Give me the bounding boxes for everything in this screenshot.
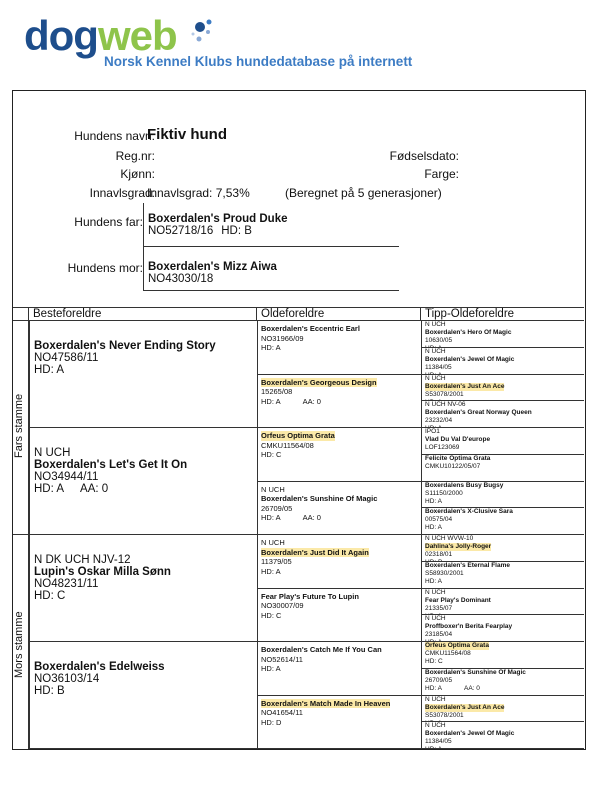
great-great-grandparent-cell[interactable]: [421, 375, 584, 402]
dog-name[interactable]: Fear Play's Dominant: [425, 596, 491, 604]
dog-name[interactable]: Boxerdalen's Georgeous Design: [261, 377, 377, 387]
dog-hd: HD: A: [34, 364, 65, 377]
dog-reg: NO52614/11: [261, 654, 303, 664]
header-spacer: [13, 307, 29, 321]
health-row: [261, 611, 418, 621]
dog-title: N UCH WVW-10: [425, 535, 474, 542]
dog-title: IPO1: [425, 428, 440, 435]
dog-name[interactable]: Orfeus Optima Grata: [261, 431, 335, 440]
dog-reg: CMKU11564/08: [261, 440, 314, 450]
great-great-grandparent-cell[interactable]: [421, 508, 584, 535]
fars-stamme-side: [13, 321, 29, 535]
father-hd: HD: B: [221, 225, 252, 237]
dog-hd: HD: A: [261, 396, 281, 406]
dogweb-logo: [24, 14, 444, 74]
dog-reg: 23232/04: [425, 417, 453, 425]
pedigree-document: [12, 90, 586, 750]
great-grandparent-cell[interactable]: [257, 482, 421, 536]
dog-hd: HD: C: [261, 450, 282, 459]
dog-reg: 11379/05: [261, 557, 292, 566]
dog-hd: HD: A: [261, 513, 281, 522]
inbreeding-label: Innavlsgrad:: [89, 186, 155, 200]
health-row: [261, 567, 418, 577]
logo-subtitle: Norsk Kennel Klubs hundedatabase på internett: [104, 54, 413, 69]
dog-title: N UCH: [34, 447, 71, 460]
great-great-grandparent-cell[interactable]: [421, 562, 584, 589]
dog-name[interactable]: Vlad Du Val D'europe: [425, 436, 491, 443]
dog-name[interactable]: Boxerdalen's Sunshine Of Magic: [261, 494, 378, 503]
dog-hd: HD: A: [261, 566, 281, 576]
reg-label: Reg.nr:: [115, 149, 155, 163]
great-grandparent-cell[interactable]: [257, 428, 421, 482]
gender-label: Kjønn:: [120, 167, 155, 181]
mother-reg: NO43030/18: [148, 273, 214, 285]
dog-name[interactable]: Boxerdalen's Just An Ace: [425, 382, 505, 390]
dog-name[interactable]: Boxerdalen's Match Made In Heaven: [261, 698, 391, 708]
dog-reg: 11384/05: [425, 363, 452, 371]
dog-hd: HD: C: [34, 590, 66, 603]
mors-stamme-label: Mors stamme: [13, 611, 25, 679]
dog-reg: NO34944/11: [34, 471, 99, 484]
dog-title: N UCH: [425, 695, 446, 703]
health-row: [425, 685, 581, 693]
dog-reg: S53078/2001: [425, 711, 464, 719]
dog-hd: HD: D: [261, 717, 282, 727]
header-grandparents: Besteforeldre: [29, 307, 257, 321]
dog-name[interactable]: Boxerdalen's Just An Ace: [425, 703, 505, 711]
grandparent-cell[interactable]: [29, 535, 257, 642]
father-label: Hundens far:: [74, 215, 143, 229]
great-grandparent-cell[interactable]: [257, 589, 421, 643]
dog-reg: S53078/2001: [425, 390, 464, 398]
dog-name[interactable]: Boxerdalen's Let's Get It On: [34, 459, 188, 472]
dog-name[interactable]: Boxerdalen's Great Norway Queen: [425, 409, 532, 417]
father-name[interactable]: Boxerdalen's Proud Duke: [148, 213, 288, 225]
color-label: Farge:: [424, 167, 459, 181]
health-row: [34, 685, 253, 697]
dog-title: N DK UCH NJV-12: [34, 554, 131, 567]
great-great-grandparent-cell[interactable]: [421, 482, 584, 509]
great-grandparent-cell[interactable]: [257, 696, 421, 750]
dog-name[interactable]: Boxerdalen's Hero Of Magic: [425, 329, 512, 336]
birth-label: Fødselsdato:: [389, 149, 459, 163]
dog-name[interactable]: Boxerdalen's Just Did It Again: [261, 547, 369, 557]
dog-reg: 11384/05: [425, 738, 452, 746]
dog-title: N UCH: [425, 588, 446, 596]
dog-title: N UCH: [261, 484, 285, 494]
paw-dots-icon: [190, 18, 240, 58]
great-great-grandparent-cell[interactable]: [421, 642, 584, 669]
dog-reg: 10630/05: [425, 337, 453, 344]
health-row: [425, 498, 581, 506]
great-great-grandparent-cell[interactable]: [421, 615, 584, 642]
dog-reg: S11150/2000: [425, 489, 463, 497]
dog-name[interactable]: Boxerdalen's Edelweiss: [34, 661, 165, 674]
great-great-grandparent-cell[interactable]: [421, 321, 584, 348]
dog-reg: NO36103/14: [34, 673, 100, 686]
dog-hd: HD: A: [34, 483, 65, 496]
dog-name[interactable]: Boxerdalen's Sunshine Of Magic: [425, 668, 526, 676]
great-great-grandparent-cell[interactable]: [421, 722, 584, 749]
great-grandparent-cell[interactable]: [257, 375, 421, 429]
dog-title: N UCH: [425, 615, 446, 623]
inbreeding-note: (Beregnet på 5 generasjoner): [285, 186, 442, 200]
dog-reg: S58930/2001: [425, 569, 464, 577]
health-row: [261, 664, 418, 674]
dog-title: N UCH: [425, 722, 446, 730]
health-row: [261, 450, 418, 460]
dog-name[interactable]: Boxerdalen's Eccentric Earl: [261, 324, 360, 333]
health-row: [425, 524, 581, 532]
great-great-grandparent-cell[interactable]: [421, 535, 584, 562]
dog-reg: 02318/01: [425, 551, 453, 558]
dog-reg: 15265/08: [261, 387, 293, 396]
health-row: [34, 364, 253, 376]
great-great-grandparent-cell[interactable]: [421, 455, 584, 482]
dog-name[interactable]: Boxerdalen's Never Ending Story: [34, 340, 216, 353]
dog-reg: 26709/05: [425, 676, 453, 684]
health-row: [425, 746, 581, 749]
header-great-grandparents: Oldeforeldre: [257, 307, 421, 321]
dog-reg: CMKU11564/08: [425, 650, 471, 657]
health-row: [425, 658, 581, 666]
dog-name[interactable]: Boxerdalen's X-Clusive Sara: [425, 508, 513, 516]
health-row: [425, 578, 581, 586]
dog-name: Fiktiv hund: [147, 126, 227, 143]
dog-name[interactable]: Boxerdalen's Jewel Of Magic: [425, 355, 515, 363]
great-great-grandparent-cell[interactable]: [421, 589, 584, 616]
grandparent-cell[interactable]: [29, 428, 257, 535]
great-grandparent-cell[interactable]: [257, 642, 421, 696]
dog-title: N UCH: [261, 538, 285, 547]
dog-hd: HD: A: [261, 664, 281, 673]
dog-hd: HD: A: [425, 684, 442, 692]
great-great-grandparent-cell[interactable]: [421, 348, 584, 375]
father-box[interactable]: [143, 203, 399, 247]
header-great-great-grandparents: Tipp-Oldeforeldre: [421, 307, 584, 321]
health-row: [261, 343, 418, 353]
dog-reg: NO31966/09: [261, 333, 304, 343]
dog-hd: HD: A: [425, 524, 442, 532]
great-grandparent-cell[interactable]: [257, 321, 421, 375]
logo-wordmark: [24, 14, 177, 58]
great-great-grandparent-cell[interactable]: [421, 669, 584, 696]
health-row: [261, 513, 418, 523]
dog-name[interactable]: Fear Play's Future To Lupin: [261, 591, 359, 601]
dog-hd: HD: C: [261, 610, 282, 620]
dog-hd: HD: A: [425, 497, 442, 505]
dog-title: N UCH: [425, 321, 446, 328]
dog-title: N UCH: [425, 347, 446, 355]
great-great-grandparent-cell[interactable]: [421, 696, 584, 723]
mother-label: Hundens mor:: [67, 261, 143, 275]
dog-name[interactable]: Boxerdalen's Jewel Of Magic: [425, 730, 515, 738]
dog-name[interactable]: Proffboxer'n Berita Fearplay: [425, 623, 513, 631]
dog-hd: HD: A: [261, 343, 281, 352]
dog-reg: LOF123069: [425, 444, 460, 451]
fars-stamme-label: Fars stamme: [13, 393, 25, 459]
dog-name[interactable]: Dahlina's Jolly-Roger: [425, 543, 492, 550]
grandparent-cell[interactable]: [29, 321, 257, 428]
dog-reg: 21335/07: [425, 604, 453, 612]
dog-reg: CMKU10122/05/07: [425, 462, 481, 470]
mother-box[interactable]: [143, 247, 399, 291]
dog-aa: AA: 0: [302, 396, 321, 406]
pedigree-table: [13, 307, 584, 749]
dog-name[interactable]: Boxerdalen's Eternal Flame: [425, 561, 510, 569]
dog-reg: 26709/05: [261, 503, 293, 513]
dog-title: N UCH NV-06: [425, 401, 466, 409]
dog-title: N UCH: [425, 374, 446, 382]
great-great-grandparent-cell[interactable]: [421, 428, 584, 455]
logo-web-text: web: [97, 12, 177, 59]
dog-reg: NO30007/09: [261, 601, 304, 610]
dog-aa: AA: 0: [80, 483, 109, 496]
mother-name[interactable]: Boxerdalen's Mizz Aiwa: [148, 261, 277, 273]
grandparent-cell[interactable]: [29, 642, 257, 749]
father-reg: NO52718/16: [148, 225, 214, 237]
dog-hd: HD: A: [425, 577, 442, 585]
dog-hd: [425, 746, 442, 749]
great-great-grandparent-cell[interactable]: [421, 401, 584, 428]
name-label: Hundens navn:: [74, 129, 155, 143]
dog-aa: AA: 0: [463, 684, 480, 692]
dog-name[interactable]: Felicite Optima Grata: [425, 454, 491, 462]
dog-name[interactable]: Lupin's Oskar Milla Sønn: [34, 566, 171, 579]
health-row: [34, 483, 253, 495]
mors-stamme-side: [13, 535, 29, 749]
dog-name[interactable]: Orfeus Optima Grata: [425, 642, 489, 649]
dog-name[interactable]: Boxerdalens Busy Bugsy: [425, 481, 504, 489]
dog-reg: 23185/04: [425, 631, 453, 639]
dog-reg: 00575/04: [425, 516, 453, 524]
great-grandparent-cell[interactable]: [257, 535, 421, 589]
inbreeding-value: Innavlsgrad: 7,53%: [147, 186, 250, 200]
dog-name[interactable]: Boxerdalen's Catch Me If You Can: [261, 645, 382, 654]
dog-hd: HD: C: [425, 658, 443, 665]
logo-dog-text: dog: [24, 12, 98, 59]
dog-reg: NO48231/11: [34, 578, 99, 591]
dog-reg: NO47586/11: [34, 352, 99, 365]
dog-aa: AA: 0: [302, 513, 321, 522]
health-row: [261, 718, 418, 728]
health-row: [34, 590, 253, 602]
dog-reg: NO41654/11: [261, 708, 303, 717]
dog-hd: HD: B: [34, 685, 65, 698]
health-row: [261, 397, 418, 407]
